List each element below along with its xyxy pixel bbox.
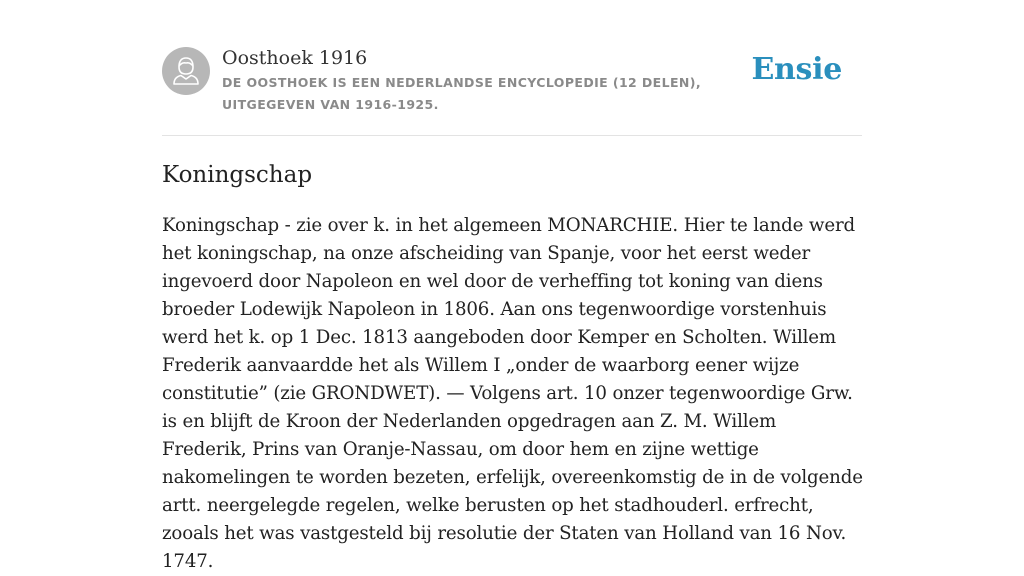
source-title[interactable]: Oosthoek 1916	[222, 47, 368, 69]
entry-title: Koningschap	[162, 162, 313, 188]
source-description: DE OOSTHOEK IS EEN NEDERLANDSE ENCYCLOPEDIE (12 DELEN), UITGEGEVEN VAN 1916-1925.	[222, 75, 702, 112]
source-header	[162, 46, 862, 116]
header-divider	[162, 135, 862, 136]
user-icon[interactable]	[162, 47, 210, 95]
entry-body-text: Koningschap - zie over k. in het algemeen MONARCHIE. Hier te lande werd het koningschap, na onze afscheiding van Spanje, voor het eerst weder ingevoerd door Napoleon en wel door de verheffing tot koning van diens broeder Lodewijk Napoleon in 1806. Aan ons tegenwoordige vorstenhuis werd het k. op 1 Dec. 1813 aangeboden door Kemper en Scholten. Willem Frederik aanvaardde het als Willem I „onder de waarborg eener wijze constitutie” (zie GRONDWET). — Volgens art. 10 onzer tegenwoordige Grw. is en blijft de Kroon der Nederlanden opgedragen aan Z. M. Willem Frederik, Prins van Oranje-Nassau, om door hem en zijne wettige nakomelingen te worden bezeten, erfelijk, overeenkomstig de in de volgende artt. neergelegde regelen, welke berusten op het stadhouderl. erfrecht, zooals het was vastgesteld bij resolutie der Staten van Holland van 16 Nov. 1747.	[162, 215, 863, 572]
ensie-logo-link[interactable]: Ensie	[751, 52, 842, 87]
